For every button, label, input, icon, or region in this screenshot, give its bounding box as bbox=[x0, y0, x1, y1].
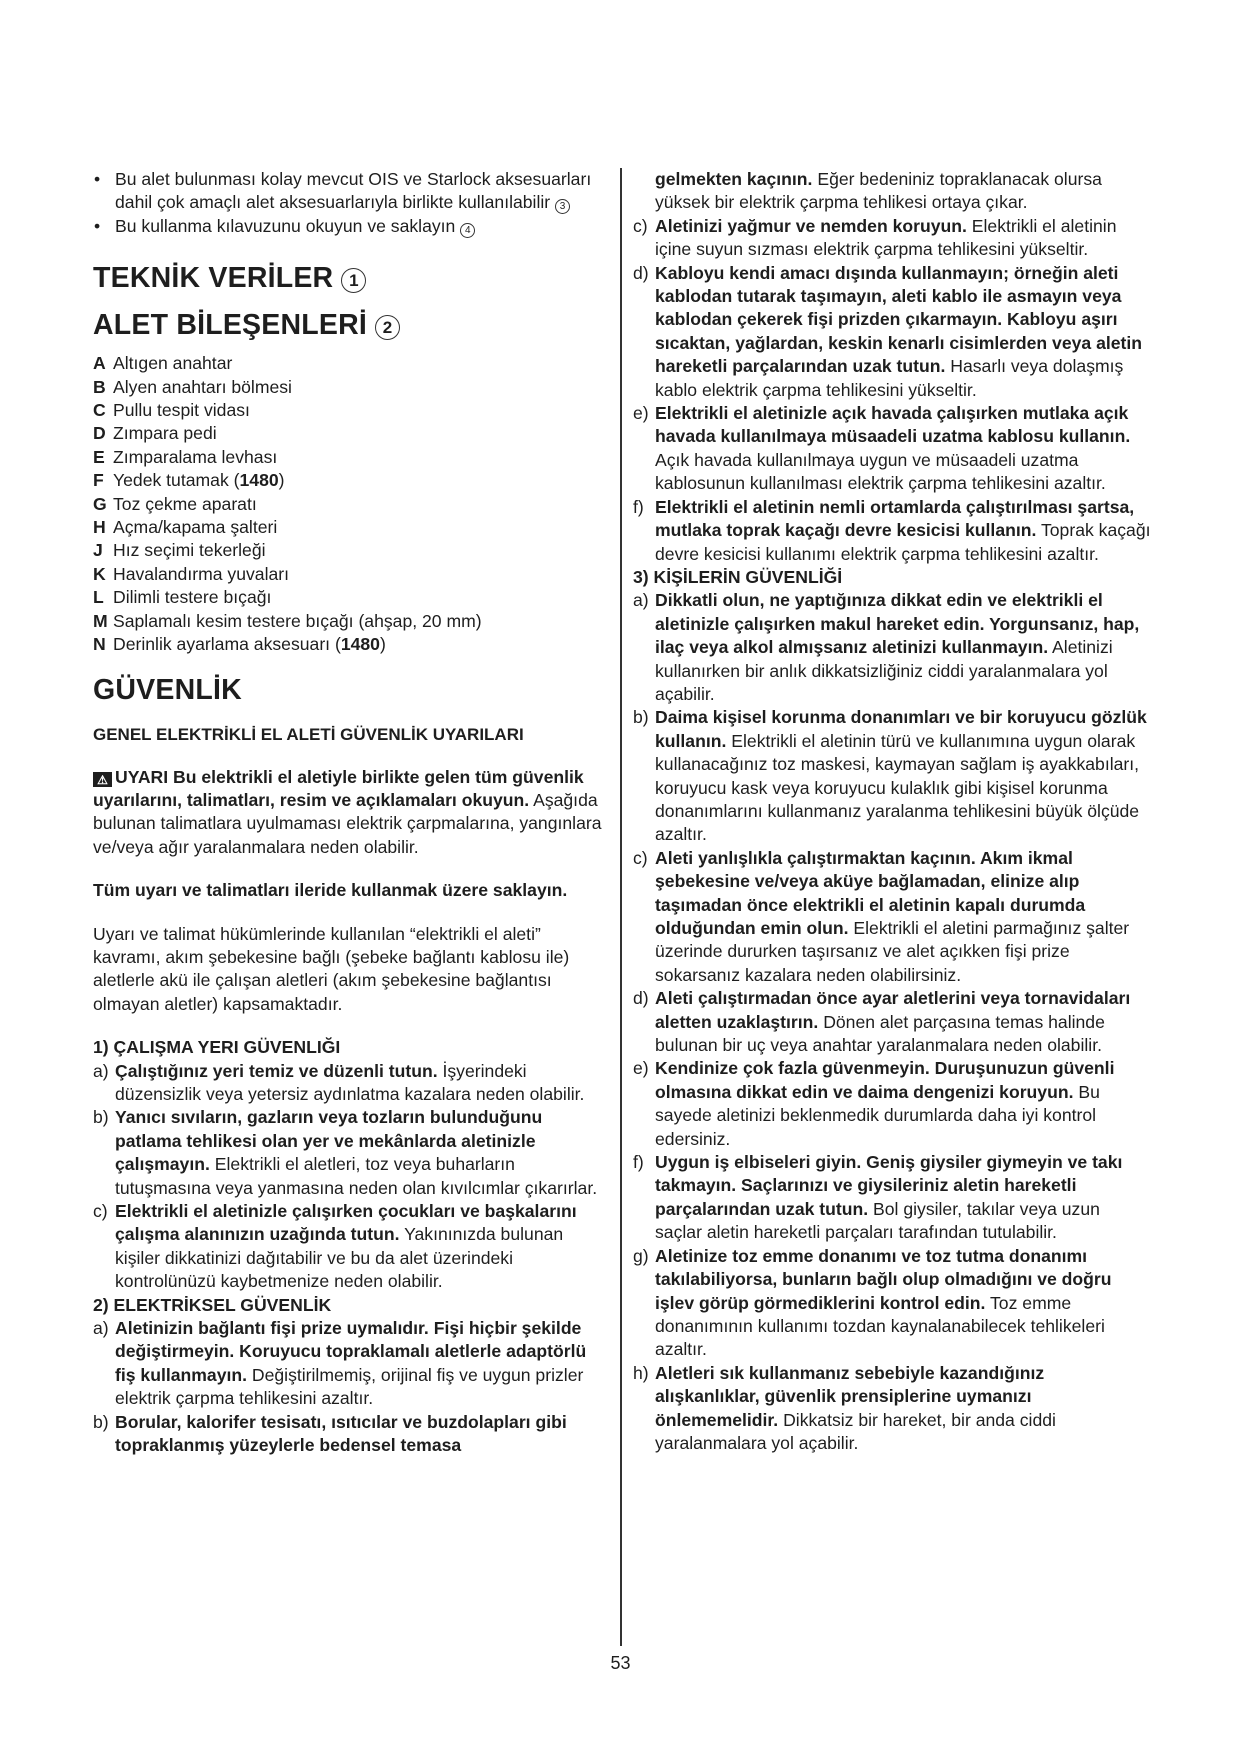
safety-item bbox=[93, 1060, 606, 1107]
item-label: b) bbox=[93, 1107, 109, 1128]
item-text: Elektrikli el aletinin türü ve kullanımına uygun olarak kullanacağınız toz maskesi, kaymayan sağlam iş ayakkabıları, koruyucu kask veya koruyucu kulaklık gibi kişisel korunma donanımlarını kullanmanız yaralanma tehlikesini büyük ölçüde azaltır. bbox=[655, 730, 1140, 845]
heading-text: TEKNİK VERİLER bbox=[93, 262, 334, 295]
safety-item bbox=[633, 1362, 1151, 1456]
component-text bbox=[113, 376, 292, 399]
item-bold: Dikkatli olun, ne yaptığınıza dikkat edin ve elektrikli el aletinizle çalışırken makul hareket edin. Yorgunsanız, hap, ilaç veya alkol almışsanız aletinizi kullanmayın. bbox=[655, 590, 1140, 658]
component-letter: D bbox=[93, 423, 106, 444]
bullet-item bbox=[93, 168, 606, 215]
heading-technical-data bbox=[93, 262, 606, 294]
item-text: Dönen alet parçasına temas halinde bulunan bir uç veya anahtar yaralanmalara neden olabilir. bbox=[655, 1011, 1105, 1056]
safety-item bbox=[93, 1411, 606, 1458]
heading-components bbox=[93, 309, 606, 341]
component-item bbox=[93, 563, 606, 586]
item-text: Yakınınızda bulunan kişiler dikkatinizi dağıtabilir ve bu da alet üzerindeki kontrolünüzü kaybetmenize neden olabilir. bbox=[115, 1224, 564, 1292]
safety-item bbox=[633, 215, 1151, 262]
bullet-item bbox=[93, 215, 606, 238]
warning-paragraph bbox=[93, 766, 606, 860]
section-title-electrical: 2) ELEKTRİKSEL GÜVENLİK bbox=[93, 1294, 332, 1315]
item-bold: Borular, kalorifer tesisatı, ısıtıcılar ve buzdolapları gibi topraklanmış yüzeylerle bedensel temasa bbox=[115, 1411, 567, 1456]
ref-marker: 2 bbox=[375, 315, 400, 340]
warning-triangle-icon: ⚠ bbox=[93, 772, 112, 787]
item-text: Bu sayede aletinizi beklenmedik durumlarda daha iyi kontrol edersiniz. bbox=[655, 1081, 1100, 1149]
item-text: Dikkatsiz bir hareket, bir anda ciddi yaralanmalara yol açabilir. bbox=[655, 1409, 1056, 1453]
bullet-text: Bu kullanma kılavuzunu okuyun ve saklayın bbox=[115, 215, 456, 236]
item-bold: Kendinize çok fazla güvenmeyin. Duruşunuzun güvenli olmasına dikkat edin ve daima dengenizi koruyun. bbox=[655, 1058, 1115, 1102]
item-label: c) bbox=[93, 1201, 108, 1221]
safety-item bbox=[633, 1057, 1151, 1151]
save-note bbox=[93, 879, 606, 902]
ref-marker: 3 bbox=[555, 199, 570, 214]
component-letter: F bbox=[93, 470, 104, 491]
component-name: Toz çekme aparatı bbox=[113, 493, 257, 514]
item-bold: Yanıcı sıvıların, gazların veya tozların bulunduğunu patlama tehlikesi olan yer ve mekânlarda aletinizle çalışmayın. bbox=[115, 1107, 543, 1175]
safety-item bbox=[633, 987, 1151, 1057]
component-item bbox=[93, 399, 606, 422]
component-letter: C bbox=[93, 400, 106, 421]
safety-item bbox=[633, 496, 1151, 566]
item-bold: Aletinizin bağlantı fişi prize uymalıdır. Fişi hiçbir şekilde değiştirmeyin. Koruyucu topraklamalı aletlerle adaptörlü fiş kullanmayın. bbox=[115, 1318, 587, 1385]
component-model: 1480 bbox=[239, 470, 279, 491]
component-text bbox=[113, 633, 386, 656]
item-label: c) bbox=[633, 215, 648, 236]
item-bold: Aletleri sık kullanmanız sebebiyle kazandığınız alışkanlıklar, güvenlik prensiplerine uymanızı önlememelidir. bbox=[655, 1362, 1045, 1430]
component-text bbox=[113, 586, 271, 609]
definition-paragraph: Uyarı ve talimat hükümlerinde kullanılan “elektrikli el aleti” kavramı, akım şebekesine bağlı (şebeke bağlantı kablosu ile) aletlerle akü ile çalışan aletleri (akım şebekesine bağlantısı olmayan aletler) kapsamaktadır. bbox=[93, 923, 570, 1014]
safety-item bbox=[633, 706, 1151, 846]
item-bold: Aletinizi yağmur ve nemden koruyun. bbox=[655, 215, 967, 236]
component-name: Derinlik ayarlama aksesuarı ( bbox=[113, 634, 341, 655]
safety-item bbox=[633, 847, 1151, 987]
item-bold: Aletinize toz emme donanımı ve toz tutma donanımı takılabiliyorsa, bunların bağlı olup olmadığını ve doğru işlev görüp görmediklerini kontrol edin. bbox=[655, 1245, 1112, 1313]
item-bold: Kabloyu kendi amacı dışında kullanmayın; örneğin aleti kablodan tutarak taşımayın, aleti kablo ile asmayın veya kablodan çekerek fişi prizden çıkarmayın. Kabloyu aşırı sıcaktan, yağlardan, keskin kenarlı cisimlerden veya aletin hareketli parçalarından uzak tutun. bbox=[655, 262, 1143, 377]
heading-safety: GÜVENLİK bbox=[93, 673, 242, 706]
component-name: Açma/kapama şalteri bbox=[113, 517, 278, 538]
item-bold: Uygun iş elbiseleri giyin. Geniş giysiler giymeyin ve takı takmayın. Saçlarınızı ve giysileriniz aletin hareketli parçalarından uzak tutun. bbox=[655, 1152, 1123, 1219]
component-name: Pullu tespit vidası bbox=[113, 400, 250, 421]
components-list bbox=[93, 352, 606, 656]
item-label: d) bbox=[633, 988, 649, 1009]
item-label: g) bbox=[633, 1245, 649, 1266]
section-items-electrical-cont bbox=[633, 215, 1151, 566]
item-text: Elektrikli el aletinin içine suyun sızması elektrik çarpma tehlikesini yükseltir. bbox=[655, 215, 1117, 260]
item-text: Eğer bedeniniz topraklanacak olursa yüksek bir elektrik çarpma tehlikesi ortaya çıkar. bbox=[655, 169, 1102, 213]
component-item bbox=[93, 376, 606, 399]
component-letter: H bbox=[93, 517, 106, 538]
component-text bbox=[113, 610, 482, 633]
safety-item bbox=[633, 262, 1151, 402]
component-name: Hız seçimi tekerleği bbox=[113, 540, 266, 561]
item-text: Elektrikli el aletini parmağınız şalter üzerinde dururken taşırsanız ve alet açıkken fişi prize sokarsanız kazalara neden olabilirsiniz. bbox=[655, 918, 1130, 985]
save-note-text: Tüm uyarı ve talimatları ileride kullanmak üzere saklayın. bbox=[93, 880, 568, 901]
component-item bbox=[93, 422, 606, 445]
item-text: Hasarlı veya dolaşmış kablo elektrik çarpma tehlikesini yükseltir. bbox=[655, 356, 1124, 400]
item-label: b) bbox=[633, 707, 649, 728]
item-bold: Elektrikli el aletinin nemli ortamlarda çalıştırılması şartsa, mutlaka toprak kaçağı devre kesicisi kullanın. bbox=[655, 496, 1135, 541]
component-letter: B bbox=[93, 376, 106, 397]
item-label: f) bbox=[633, 1152, 644, 1173]
safety-item bbox=[633, 1151, 1151, 1245]
component-letter: L bbox=[93, 587, 104, 608]
item-bold: Aleti yanlışlıkla çalıştırmaktan kaçının. Akım ikmal şebekesine ve/veya aküye bağlamadan, elinize alıp taşımadan önce elektrikli el aletinin kapalı durumda olduğundan emin olun. bbox=[655, 847, 1086, 938]
warning-bold: Bu elektrikli el aletiyle birlikte gelen tüm güvenlik uyarılarını, talimatları, resim ve açıklamaları okuyun. bbox=[93, 766, 584, 810]
component-suffix: ) bbox=[278, 470, 285, 491]
component-item bbox=[93, 446, 606, 469]
item-bold: Elektrikli el aletinizle çalışırken çocukları ve başkalarını çalışma alanınızın uzağında tutun. bbox=[115, 1201, 577, 1245]
component-name: Alyen anahtarı bölmesi bbox=[113, 376, 292, 397]
component-letter: J bbox=[93, 540, 103, 561]
component-text bbox=[113, 422, 217, 445]
item-bold: Aleti çalıştırmadan önce ayar aletlerini veya tornavidaları aletten uzaklaştırın. bbox=[655, 988, 1131, 1032]
safety-item bbox=[93, 1106, 606, 1200]
item-text: Değiştirilmemiş, orijinal fiş ve uygun prizler elektrik çarpma tehlikesini azaltır. bbox=[115, 1364, 584, 1409]
component-item bbox=[93, 493, 606, 516]
item-bold: Daima kişisel korunma donanımları ve bir koruyucu gözlük kullanın. bbox=[655, 707, 1147, 751]
item-label: d) bbox=[633, 262, 649, 283]
item-label: a) bbox=[93, 1060, 109, 1081]
component-item bbox=[93, 352, 606, 375]
item-text: Bol giysiler, takılar veya uzun saçlar aletin hareketli parçaları tarafından tutulabilir. bbox=[655, 1198, 1100, 1243]
component-letter: E bbox=[93, 446, 105, 467]
component-text bbox=[113, 446, 277, 469]
component-name: Dilimli testere bıçağı bbox=[113, 587, 272, 608]
column-divider bbox=[620, 168, 622, 1646]
section-items-electrical bbox=[93, 1317, 606, 1411]
component-letter: M bbox=[93, 610, 108, 631]
item-label: h) bbox=[633, 1362, 649, 1383]
component-item bbox=[93, 633, 606, 656]
item-label: f) bbox=[633, 496, 644, 517]
component-name: Zımpara pedi bbox=[113, 423, 217, 444]
component-model: 1480 bbox=[340, 634, 380, 655]
heading-text: ALET BİLEŞENLERİ bbox=[93, 309, 367, 342]
section-items-personal bbox=[633, 589, 1151, 1455]
safety-item bbox=[633, 402, 1151, 496]
component-text bbox=[113, 539, 266, 562]
general-warnings-title: GENEL ELEKTRİKLİ EL ALETİ GÜVENLİK UYARILARI bbox=[93, 724, 524, 744]
item-text: Açık havada kullanılmaya uygun ve müsaadeli uzatma kablosunun kullanılması elektrik çarpma tehlikesini azaltır. bbox=[655, 449, 1106, 494]
section-items-work-area bbox=[93, 1060, 606, 1294]
component-letter: A bbox=[93, 353, 106, 374]
bullet-dot: • bbox=[94, 169, 101, 189]
item-text: Elektrikli el aletleri, toz veya buharların tutuşmasına veya yanmasına neden olan kıvılcımlar çıkarırlar. bbox=[115, 1154, 598, 1198]
safety-item-continued bbox=[633, 168, 1151, 215]
component-name: Yedek tutamak ( bbox=[113, 470, 240, 491]
item-text: Aletinizi kullanırken bir anlık dikkatsizliğiniz ciddi yaralanmalara yol açabilir. bbox=[655, 637, 1113, 704]
item-label: a) bbox=[633, 590, 649, 611]
item-label: c) bbox=[633, 847, 648, 868]
component-item bbox=[93, 539, 606, 562]
ref-marker: 1 bbox=[341, 268, 366, 293]
component-letter: K bbox=[93, 563, 106, 584]
component-text bbox=[113, 516, 277, 539]
item-text: Toz emme donanımının kullanımı tozdan kaynalanabilecek tehlikeleri azaltır. bbox=[655, 1292, 1105, 1360]
ref-marker: 4 bbox=[460, 223, 475, 238]
item-label: e) bbox=[633, 1058, 649, 1079]
warning-label: UYARI bbox=[115, 766, 169, 787]
section-title-work-area: 1) ÇALIŞMA YERI GÜVENLIĞI bbox=[93, 1037, 341, 1058]
bullet-text: Bu alet bulunması kolay mevcut OIS ve Starlock aksesuarları dahil çok amaçlı alet aksesuarlarıyla birlikte kullanılabilir bbox=[115, 169, 592, 213]
component-item bbox=[93, 516, 606, 539]
component-name: Saplamalı kesim testere bıçağı (ahşap, 20 mm) bbox=[113, 610, 482, 631]
component-item bbox=[93, 469, 606, 492]
component-item bbox=[93, 610, 606, 633]
component-text bbox=[113, 493, 257, 516]
component-item bbox=[93, 586, 606, 609]
component-name: Zımparalama levhası bbox=[113, 446, 278, 467]
safety-item bbox=[93, 1317, 606, 1411]
section-title-personal: 3) KİŞİLERİN GÜVENLİĞİ bbox=[633, 566, 843, 587]
component-name: Havalandırma yuvaları bbox=[113, 563, 290, 584]
component-letter: G bbox=[93, 493, 107, 514]
component-suffix: ) bbox=[379, 634, 386, 655]
item-label: b) bbox=[93, 1411, 109, 1432]
item-text: Toprak kaçağı devre kesicisi kullanımı elektrik çarpma tehlikesini azaltır. bbox=[655, 520, 1151, 564]
item-text: İşyerindeki düzensizlik veya yetersiz aydınlatma kazalara neden olabilir. bbox=[115, 1060, 585, 1104]
safety-item bbox=[633, 589, 1151, 706]
component-text bbox=[113, 352, 232, 375]
safety-item bbox=[93, 1200, 606, 1294]
component-name: Altıgen anahtar bbox=[113, 353, 233, 374]
item-label: e) bbox=[633, 403, 649, 424]
component-text bbox=[113, 563, 289, 586]
safety-item bbox=[633, 1245, 1151, 1362]
component-text bbox=[113, 399, 250, 422]
component-text bbox=[113, 469, 285, 492]
item-bold: Elektrikli el aletinizle açık havada çalışırken mutlaka açık havada kullanılmaya müsaadeli uzatma kablosu kullanın. bbox=[655, 403, 1131, 447]
item-bold: gelmekten kaçının. bbox=[655, 169, 813, 189]
right-column bbox=[633, 168, 1151, 1455]
left-column bbox=[93, 168, 606, 1457]
component-letter: N bbox=[93, 634, 106, 655]
bullet-dot: • bbox=[94, 215, 101, 236]
warning-text: Aşağıda bulunan talimatlara uyulmaması elektrik çarpmalarına, yangınlara ve/veya ağır yaralanmalara neden olabilir. bbox=[93, 789, 602, 857]
item-bold: Çalıştığınız yeri temiz ve düzenli tutun. bbox=[115, 1060, 438, 1081]
page-number: 53 bbox=[610, 1653, 631, 1673]
item-label: a) bbox=[93, 1318, 109, 1339]
